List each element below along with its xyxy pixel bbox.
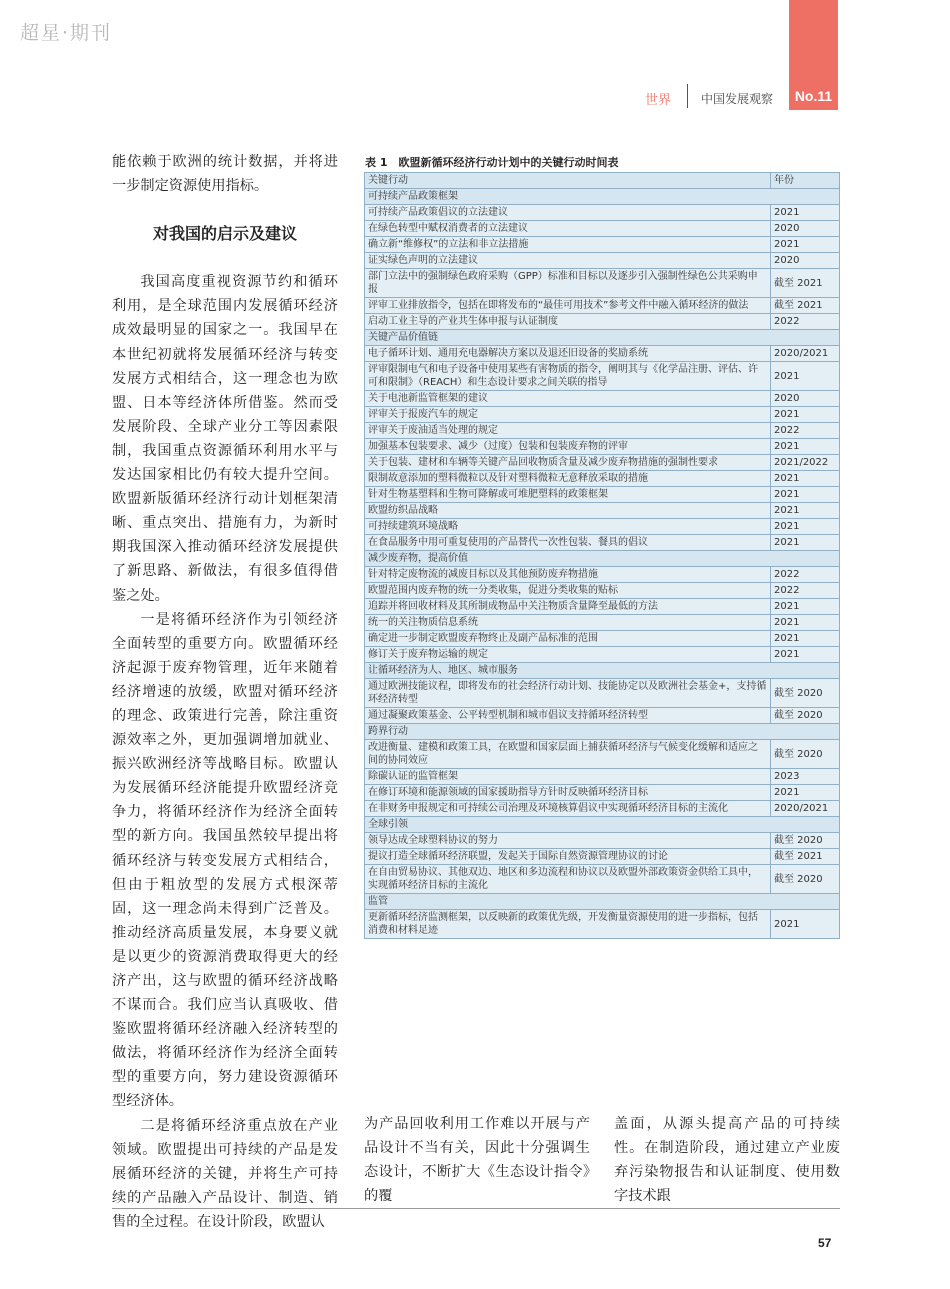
table-row <box>365 455 840 471</box>
intro-paragraph: 能依赖于欧洲的统计数据，并将进一步制定资源使用指标。 <box>112 154 338 195</box>
table-row <box>365 769 840 785</box>
category-cell: 关键产品价值链 <box>365 330 840 346</box>
paragraph-3-body: 欧盟提出可持续的产品是发展循环经济的关键，并将生产可持续的产品融入产品设计、制造、销售的全过程。在设计阶段，欧盟认 <box>112 1141 338 1230</box>
table-category-row <box>365 817 840 833</box>
action-cell: 部门立法中的强制绿色政府采购（GPP）标准和目标以及逐步引入强制性绿色公共采购申报 <box>365 269 771 298</box>
left-column <box>112 150 338 1234</box>
category-cell: 监管 <box>365 894 840 910</box>
publisher-logo: 超星·期刊 <box>20 22 113 44</box>
action-cell: 针对特定废物流的减废目标以及其他预防废弃物措施 <box>365 567 771 583</box>
table-row <box>365 535 840 551</box>
table-row <box>365 833 840 849</box>
action-cell: 关于包装、建材和车辆等关键产品回收物质含量及减少废弃物措施的强制性要求 <box>365 455 771 471</box>
action-cell: 在食品服务中用可重复使用的产品替代一次性包装、餐具的倡议 <box>365 535 771 551</box>
paragraph-2 <box>112 608 338 1114</box>
table-row <box>365 785 840 801</box>
year-cell: 2021 <box>771 599 840 615</box>
table-category-row <box>365 189 840 205</box>
table-row <box>365 679 840 708</box>
action-cell: 确定进一步制定欧盟废弃物终止及副产品标准的范围 <box>365 631 771 647</box>
table-row <box>365 423 840 439</box>
table-row <box>365 391 840 407</box>
category-cell: 跨界行动 <box>365 724 840 740</box>
middle-column-text <box>364 1112 590 1208</box>
year-cell: 2021 <box>771 519 840 535</box>
category-cell: 全球引领 <box>365 817 840 833</box>
year-cell: 截至 2020 <box>771 865 840 894</box>
year-cell: 2022 <box>771 423 840 439</box>
table-row <box>365 269 840 298</box>
category-cell: 减少废弃物，提高价值 <box>365 551 840 567</box>
year-cell: 2021 <box>771 910 840 939</box>
year-cell: 2022 <box>771 567 840 583</box>
table-category-row <box>365 551 840 567</box>
year-cell: 2022 <box>771 583 840 599</box>
table-category-row <box>365 663 840 679</box>
action-cell: 加强基本包装要求、减少（过度）包装和包装废弃物的评审 <box>365 439 771 455</box>
table-row <box>365 487 840 503</box>
year-cell: 截至 2020 <box>771 833 840 849</box>
table-row <box>365 253 840 269</box>
year-cell: 2020/2021 <box>771 801 840 817</box>
year-cell: 2021 <box>771 471 840 487</box>
year-cell: 2021 <box>771 487 840 503</box>
year-cell: 2021 <box>771 785 840 801</box>
category-cell: 可持续产品政策框架 <box>365 189 840 205</box>
action-cell: 限制故意添加的塑料微粒以及针对塑料微粒无意释放采取的措施 <box>365 471 771 487</box>
table-row <box>365 503 840 519</box>
action-cell: 启动工业主导的产业共生体申报与认证制度 <box>365 314 771 330</box>
table-category-row <box>365 894 840 910</box>
issue-badge <box>789 0 838 110</box>
action-cell: 在绿色转型中赋权消费者的立法建议 <box>365 221 771 237</box>
header-year: 年份 <box>771 173 840 189</box>
paragraph-3 <box>112 1114 338 1234</box>
action-cell: 修订关于废弃物运输的规定 <box>365 647 771 663</box>
table-row <box>365 647 840 663</box>
page-number: 57 <box>818 1236 832 1250</box>
table-category-row <box>365 330 840 346</box>
year-cell: 2021/2022 <box>771 455 840 471</box>
table-row <box>365 801 840 817</box>
table-caption: 表 1 欧盟新循环经济行动计划中的关键行动时间表 <box>365 156 619 169</box>
action-cell: 欧盟纺织品战略 <box>365 503 771 519</box>
action-cell: 可持续产品政策倡议的立法建议 <box>365 205 771 221</box>
year-cell: 2023 <box>771 769 840 785</box>
year-cell: 2020 <box>771 391 840 407</box>
action-cell: 更新循环经济监测框架，以反映新的政策优先级，开发衡量资源使用的进一步指标，包括消费和材料足迹 <box>365 910 771 939</box>
year-cell: 2021 <box>771 631 840 647</box>
action-cell: 提议打造全球循环经济联盟，发起关于国际自然资源管理协议的讨论 <box>365 849 771 865</box>
action-cell: 改进衡量、建模和政策工具，在欧盟和国家层面上捕获循环经济与气候变化缓解和适应之间的协同效应 <box>365 740 771 769</box>
header-action: 关键行动 <box>365 173 771 189</box>
key-actions-table <box>364 172 840 939</box>
year-cell: 2021 <box>771 615 840 631</box>
paragraph-2-lead: 一是将循环经济作为引领经济全面转型的重要方向。 <box>112 611 338 652</box>
action-cell: 在修订环境和能源领域的国家援助指导方针时反映循环经济目标 <box>365 785 771 801</box>
year-cell: 截至 2020 <box>771 740 840 769</box>
year-cell: 2021 <box>771 503 840 519</box>
paragraph-3-lead: 二是将循环经济重点放在产业领域。 <box>112 1117 338 1158</box>
table-row <box>365 708 840 724</box>
action-cell: 追踪并将回收材料及其所制成物品中关注物质含量降至最低的方法 <box>365 599 771 615</box>
action-cell: 可持续建筑环境战略 <box>365 519 771 535</box>
table-row <box>365 599 840 615</box>
year-cell: 2021 <box>771 439 840 455</box>
action-cell: 确立新“维修权”的立法和非立法措施 <box>365 237 771 253</box>
table-row <box>365 205 840 221</box>
table-header-row <box>365 173 840 189</box>
action-cell: 领导达成全球塑料协议的努力 <box>365 833 771 849</box>
year-cell: 2021 <box>771 237 840 253</box>
paragraph-2-body: 欧盟循环经济起源于废弃物管理，近年来随着经济增速的放缓，欧盟对循环经济的理念、政策进行完善，除注重资源效率之外，更加强调增加就业、振兴欧洲经济等战略目标。欧盟认为发展循环经济能提升欧盟经济竞争力，将循环经济作为经济全面转型的新方向。我国虽然较早提出将循环经济与转变发展方式相结合，但由于粗放型的发展方式根深蒂固，这一理念尚未得到广泛普及。推动经济高质量发展，本身要义就是以更少的资源消费取得更大的经济产出，这与欧盟的循环经济战略不谋而合。我们应当认真吸收、借鉴欧盟将循环经济融入经济转型的做法，将循环经济作为经济全面转型的重要方向，努力建设资源循环型经济体。 <box>112 635 338 1110</box>
section-heading: 对我国的启示及建议 <box>152 224 297 244</box>
action-cell: 欧盟范围内废弃物的统一分类收集，促进分类收集的贴标 <box>365 583 771 599</box>
table-row <box>365 740 840 769</box>
year-cell: 截至 2020 <box>771 679 840 708</box>
year-cell: 2021 <box>771 205 840 221</box>
action-cell: 电子循环计划、通用充电器解决方案以及退还旧设备的奖励系统 <box>365 346 771 362</box>
table-row <box>365 631 840 647</box>
year-cell: 2020 <box>771 221 840 237</box>
year-cell: 截至 2020 <box>771 708 840 724</box>
footer-rule <box>112 1208 840 1209</box>
table-row <box>365 439 840 455</box>
year-cell: 截至 2021 <box>771 298 840 314</box>
year-cell: 2020 <box>771 253 840 269</box>
year-cell: 2021 <box>771 647 840 663</box>
table-row <box>365 519 840 535</box>
table-row <box>365 583 840 599</box>
table-row <box>365 362 840 391</box>
header-divider <box>687 84 688 108</box>
action-cell: 关于电池新监管框架的建议 <box>365 391 771 407</box>
table-row <box>365 865 840 894</box>
category-cell: 让循环经济为人、地区、城市服务 <box>365 663 840 679</box>
right-paragraph: 盖面，从源头提高产品的可持续性。在制造阶段，通过建立产业废弃污染物报告和认证制度、使用数字技术跟 <box>614 1116 840 1205</box>
action-cell: 在非财务申报规定和可持续公司治理及环境核算倡议中实现循环经济目标的主流化 <box>365 801 771 817</box>
table-row <box>365 910 840 939</box>
table-row <box>365 567 840 583</box>
table-row <box>365 471 840 487</box>
year-cell: 截至 2021 <box>771 849 840 865</box>
action-cell: 评审工业排放指令，包括在即将发布的“最佳可用技术”参考文件中融入循环经济的做法 <box>365 298 771 314</box>
year-cell: 2021 <box>771 407 840 423</box>
table-row <box>365 298 840 314</box>
year-cell: 2021 <box>771 535 840 551</box>
table-row <box>365 849 840 865</box>
year-cell: 2022 <box>771 314 840 330</box>
year-cell: 2020/2021 <box>771 346 840 362</box>
action-cell: 通过凝聚政策基金、公平转型机制和城市倡议支持循环经济转型 <box>365 708 771 724</box>
table-row <box>365 221 840 237</box>
action-cell: 除碳认证的监管框架 <box>365 769 771 785</box>
table-row <box>365 346 840 362</box>
middle-paragraph: 为产品回收利用工作难以开展与产品设计不当有关，因此十分强调生态设计，不断扩大《生态设计指令》的覆 <box>364 1116 590 1205</box>
action-cell: 证实绿色声明的立法建议 <box>365 253 771 269</box>
action-cell: 针对生物基塑料和生物可降解或可堆肥塑料的政策框架 <box>365 487 771 503</box>
paragraph-1: 我国高度重视资源节约和循环利用，是全球范围内发展循环经济成效最明显的国家之一。我国早在本世纪初就将发展循环经济与转变发展方式相结合，这一理念也为欧盟、日本等经济体所借鉴。然而受发展阶段、全球产业分工等因素限制，我国重点资源循环利用水平与发达国家相比仍有较大提升空间。欧盟新版循环经济行动计划框架清晰、重点突出、措施有力，为新时期我国深入推动循环经济发展提供了新思路、新做法，有很多值得借鉴之处。 <box>112 274 338 604</box>
issue-number: No.11 <box>794 88 833 104</box>
action-cell: 通过欧洲技能议程，即将发布的社会经济行动计划、技能协定以及欧洲社会基金+，支持循环经济转型 <box>365 679 771 708</box>
magazine-name: 中国发展观察 <box>701 92 774 106</box>
year-cell: 2021 <box>771 362 840 391</box>
right-column-text <box>614 1112 840 1208</box>
table-row <box>365 407 840 423</box>
table-row <box>365 314 840 330</box>
year-cell: 截至 2021 <box>771 269 840 298</box>
table-row <box>365 237 840 253</box>
action-cell: 评审关于报废汽车的规定 <box>365 407 771 423</box>
section-label: 世界 <box>645 93 672 108</box>
action-cell: 在自由贸易协议、其他双边、地区和多边流程和协议以及欧盟外部政策资金供给工具中，实现循环经济目标的主流化 <box>365 865 771 894</box>
action-cell: 评审限制电气和电子设备中使用某些有害物质的指令，阐明其与《化学品注册、评估、许可和限制》（REACH）和生态设计要求之间关联的指导 <box>365 362 771 391</box>
table-category-row <box>365 724 840 740</box>
action-cell: 评审关于废油适当处理的规定 <box>365 423 771 439</box>
table-row <box>365 615 840 631</box>
action-cell: 统一的关注物质信息系统 <box>365 615 771 631</box>
